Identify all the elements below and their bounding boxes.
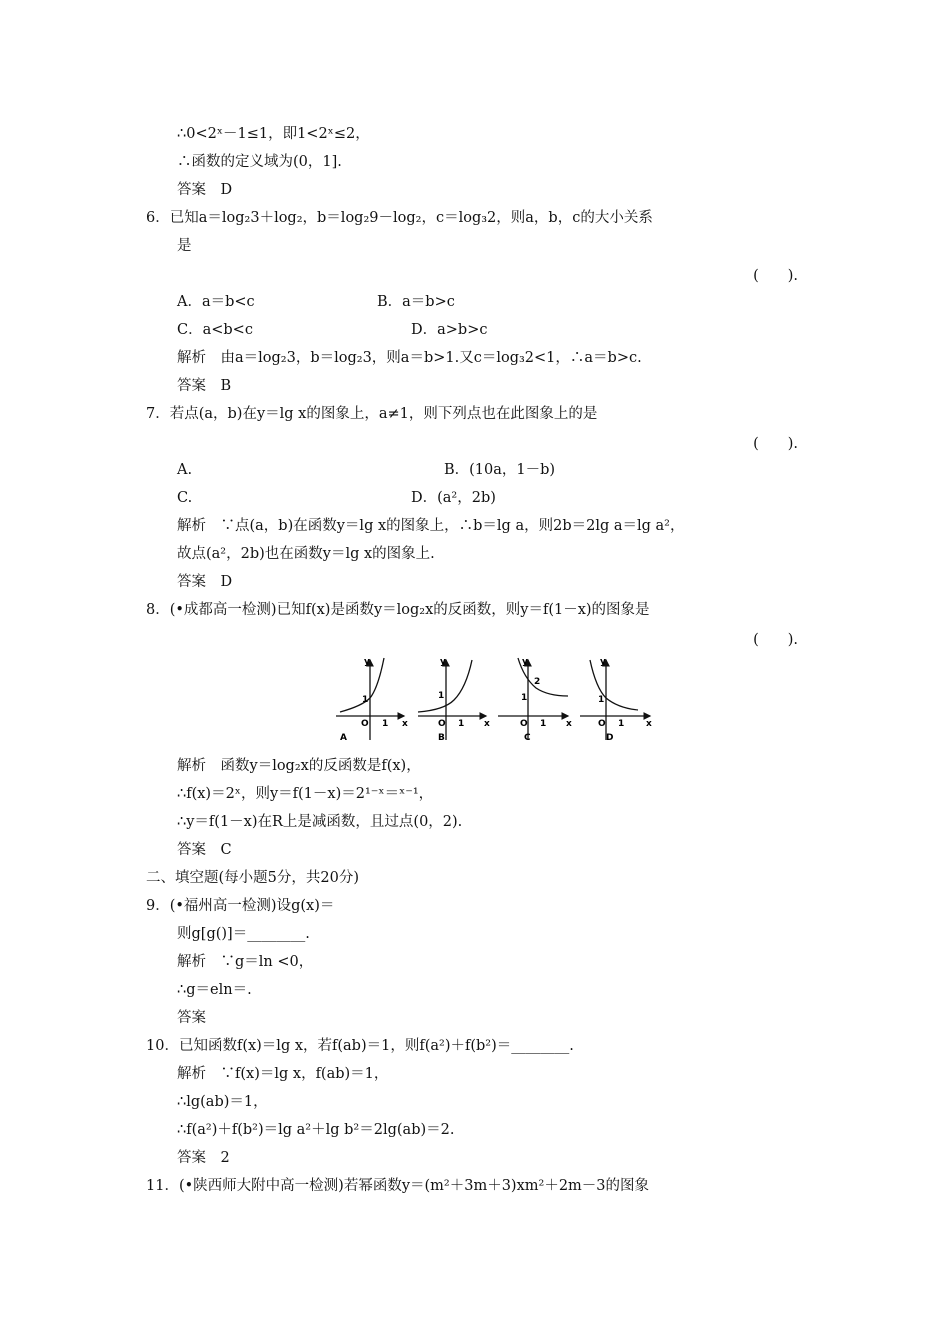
question-8: 8．(•成都高一检测)已知f(x)是函数y＝log₂x的反函数，则y＝f(1－x)的图象是 bbox=[146, 602, 650, 618]
question-number: 6．已知 bbox=[146, 210, 199, 226]
question-7: 7．若点(a，b)在y＝lg x的图象上，a≠1，则下列点也在此图象上的是 bbox=[146, 406, 598, 422]
solution-line: ∴lg(ab)＝1， bbox=[177, 1094, 268, 1110]
origin-label: O bbox=[520, 719, 528, 729]
x-axis-label: x bbox=[646, 719, 652, 729]
x-axis-label: x bbox=[566, 719, 572, 729]
option-b: B．(10a，1－b) bbox=[444, 462, 556, 478]
tick-label: 1 bbox=[598, 695, 605, 705]
solution-line: 故点(a²，2b)也在函数y＝lg x的图象上. bbox=[177, 546, 435, 562]
answer-line: 答案 B bbox=[177, 378, 232, 394]
graph-label: C bbox=[524, 733, 531, 743]
text-line: 是 bbox=[177, 238, 192, 254]
graph-label: B bbox=[438, 733, 445, 743]
y-axis-label: y bbox=[522, 657, 528, 667]
question-9: 9．(•福州高一检测)设g(x)＝ bbox=[146, 898, 335, 914]
y-axis-label: y bbox=[440, 657, 446, 667]
solution-line: 解析 由a＝log₂3，b＝log₂3，则a＝b>1.又c＝log₃2<1，∴a＝b>c. bbox=[177, 350, 642, 366]
section-heading: 二、填空题(每小题5分，共20分) bbox=[146, 870, 359, 886]
y-axis-label: y bbox=[600, 657, 606, 667]
graph-label: D bbox=[606, 733, 614, 743]
solution-line: 解析 函数y＝log₂x的反函数是f(x)， bbox=[177, 758, 421, 774]
solution-line: ∴g＝eln＝. bbox=[177, 982, 252, 998]
question-11: 11．(•陕西师大附中高一检测)若幂函数y＝(m²＋3m＋3)xm²＋2m－3的图象 bbox=[146, 1178, 650, 1194]
graph-b bbox=[418, 657, 490, 743]
x-axis-label: x bbox=[402, 719, 408, 729]
question-6-text: a＝log₂3＋log₂，b＝log₂9－log₂，c＝log₃2，则a，b，c的大小关系 bbox=[198, 210, 653, 226]
tick-label: 1 bbox=[540, 719, 547, 729]
graph-a bbox=[336, 657, 408, 743]
solution-line: 解析 ∵f(x)＝lg x，f(ab)＝1， bbox=[177, 1066, 389, 1082]
option-a: A．a＝b<c bbox=[177, 294, 255, 310]
graph-d bbox=[580, 657, 652, 743]
text-line: 则g[g()]＝________. bbox=[177, 926, 310, 942]
question-6 bbox=[146, 208, 653, 228]
tick-label: 1 bbox=[362, 695, 369, 705]
option-d: D．(a²，2b) bbox=[411, 490, 496, 506]
option-b: B．a＝b>c bbox=[377, 294, 455, 310]
option-graphs bbox=[332, 652, 662, 744]
x-axis-label: x bbox=[484, 719, 490, 729]
option-c: C．a<b<c bbox=[177, 322, 253, 338]
solution-line: 解析 ∵g＝ln <0， bbox=[177, 954, 314, 970]
answer-line: 答案 C bbox=[177, 842, 232, 858]
answer-line: 答案 2 bbox=[177, 1150, 230, 1166]
answer-line: 答案 bbox=[177, 1010, 206, 1026]
option-c: C. bbox=[177, 490, 193, 506]
tick-label: 1 bbox=[458, 719, 465, 729]
answer-bracket: ( ). bbox=[753, 632, 798, 648]
answer-bracket: ( ). bbox=[753, 268, 798, 284]
tick-label: 1 bbox=[438, 691, 445, 701]
answer-line: 答案 D bbox=[177, 574, 233, 590]
y-axis-label: y bbox=[364, 657, 370, 667]
text-line: ∴函数的定义域为(0，1]. bbox=[177, 154, 342, 170]
answer-bracket: ( ). bbox=[753, 436, 798, 452]
text-line: ∴0<2ˣ－1≤1，即1<2ˣ≤2， bbox=[177, 126, 370, 142]
tick-label: 1 bbox=[618, 719, 625, 729]
origin-label: O bbox=[438, 719, 446, 729]
solution-line: 解析 ∵点(a，b)在函数y＝lg x的图象上，∴b＝lg a，则2b＝2lg a＝lg a²， bbox=[177, 518, 685, 534]
tick-label: 2 bbox=[534, 677, 541, 687]
graph-label: A bbox=[340, 733, 347, 743]
solution-line: ∴f(x)＝2ˣ，则y＝f(1－x)＝2¹⁻ˣ＝ˣ⁻¹， bbox=[177, 786, 434, 802]
option-a: A. bbox=[177, 462, 193, 478]
tick-label: 1 bbox=[521, 693, 528, 703]
question-10: 10．已知函数f(x)＝lg x，若f(ab)＝1，则f(a²)＋f(b²)＝________. bbox=[146, 1038, 574, 1054]
option-d: D．a>b>c bbox=[411, 322, 488, 338]
solution-line: ∴f(a²)＋f(b²)＝lg a²＋lg b²＝2lg(ab)＝2. bbox=[177, 1122, 455, 1138]
answer-line: 答案 D bbox=[177, 182, 233, 198]
solution-line: ∴y＝f(1－x)在R上是减函数，且过点(0，2). bbox=[177, 814, 463, 830]
origin-label: O bbox=[598, 719, 606, 729]
graph-c bbox=[498, 657, 572, 743]
tick-label: 1 bbox=[382, 719, 389, 729]
origin-label: O bbox=[361, 719, 369, 729]
